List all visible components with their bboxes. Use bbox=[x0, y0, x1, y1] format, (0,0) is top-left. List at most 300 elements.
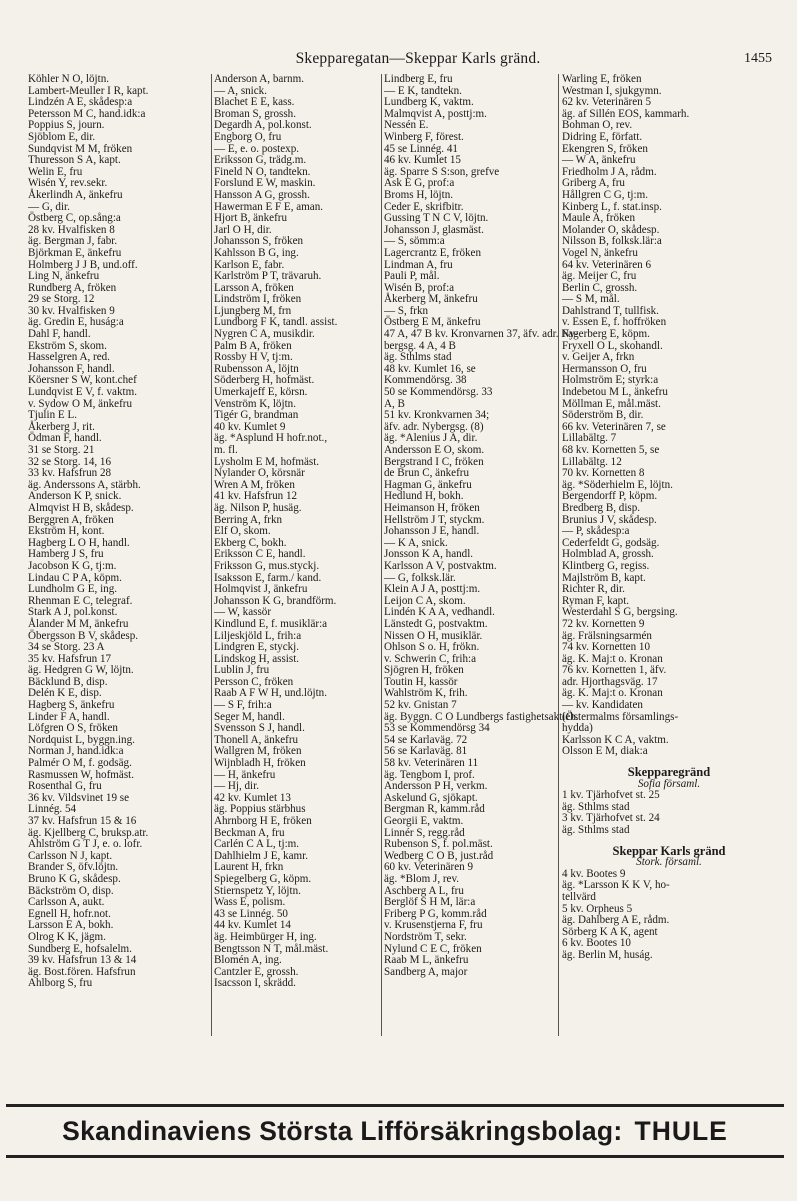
street-heading: Skeppar Karls gränd bbox=[612, 843, 726, 858]
directory-entry: Richter R, dir. bbox=[562, 583, 625, 596]
directory-entry: Pauli P, mål. bbox=[384, 270, 440, 283]
directory-entry: Johansson S, fröken bbox=[214, 235, 304, 248]
directory-entry: Lindberg E, fru bbox=[384, 73, 453, 85]
directory-entry: — E, e. o. postexp. bbox=[214, 142, 300, 155]
directory-entry: Dahl F, handl. bbox=[28, 328, 91, 341]
directory-entry: Hermansson O, fru bbox=[562, 362, 647, 375]
directory-entry: äg. Dahlberg A E, rådm. bbox=[562, 914, 670, 927]
directory-entry: 53 se Kommendörsg 34 bbox=[384, 722, 490, 735]
directory-entry: 39 kv. Hafsfrun 13 & 14 bbox=[28, 954, 137, 967]
directory-entry: Lindström I, fröken bbox=[214, 293, 302, 306]
directory-entry: Ask E G, prof:a bbox=[384, 177, 455, 190]
directory-entry: 29 se Storg. 12 bbox=[28, 293, 95, 306]
directory-entry: Georgii E, vaktm. bbox=[384, 815, 464, 827]
directory-entry: Jarl O H, dir. bbox=[214, 223, 272, 236]
directory-entry: Friksson G, mus.styckj. bbox=[214, 559, 320, 572]
directory-entry: Sundberg E, hofsalelm. bbox=[28, 942, 132, 955]
directory-entry: Rosenthal G, fru bbox=[28, 780, 102, 793]
directory-entry: Friberg P G, komm.råd bbox=[384, 907, 487, 920]
directory-entry: Östberg E M, änkefru bbox=[384, 316, 481, 329]
directory-entry: Sjögren H, fröken bbox=[384, 664, 464, 677]
directory-entry: (Östermalms församlings- bbox=[562, 710, 679, 723]
directory-entry: Wallgren M, fröken bbox=[214, 745, 302, 758]
directory-entry: äg. Berlin M, huság. bbox=[562, 948, 653, 961]
directory-entry: Kommendörsg. 38 bbox=[384, 374, 467, 387]
directory-entry: Bergendorff P, köpm. bbox=[562, 490, 658, 503]
directory-entry: 35 kv. Hafsfrun 17 bbox=[28, 652, 112, 665]
directory-entry: Lindzén A E, skådesp:a bbox=[28, 96, 133, 109]
directory-entry: Heimanson H, fröken bbox=[384, 501, 480, 514]
directory-entry: äg. Meijer C, fru bbox=[562, 270, 637, 283]
directory-entry: v. Schwerin C, frih:a bbox=[384, 652, 477, 665]
directory-entry: äg. Sthlms stad bbox=[562, 800, 630, 813]
directory-entry: Johansson J E, handl. bbox=[384, 525, 480, 538]
directory-entry: Berring A, frkn bbox=[214, 513, 283, 526]
directory-entry: Molander O, skådesp. bbox=[562, 223, 660, 236]
directory-entry: Bäckström O, disp. bbox=[28, 884, 114, 897]
directory-entry: Lysholm E M, hofmäst. bbox=[214, 455, 320, 468]
directory-entry: Laurent H, frkn bbox=[214, 861, 284, 874]
directory-entry: äg. Sthlms stad bbox=[562, 824, 630, 836]
directory-entry: äg. K. Maj:t o. Kronan bbox=[562, 652, 663, 665]
directory-entry: Johansson K G, brandförm. bbox=[214, 594, 337, 607]
directory-entry: Hellström J T, styckm. bbox=[384, 513, 485, 526]
directory-entry: — G, dir. bbox=[28, 200, 70, 213]
directory-entry: äg. Byggn. C O Lundbergs fastighetsaktieb. bbox=[384, 710, 579, 723]
directory-entry: Jacobson K G, tj:m. bbox=[28, 559, 117, 572]
directory-entry: äg. Anderssons A, stärbh. bbox=[28, 478, 141, 491]
banner-brand: THULE bbox=[634, 1115, 728, 1146]
directory-entry: Rubenson S, f. pol.mäst. bbox=[384, 838, 493, 851]
directory-entry: Palmér O M, f. godsäg. bbox=[28, 757, 132, 770]
directory-entry: Fryxell O L, skohandl. bbox=[562, 339, 663, 352]
directory-entry: äg. *Blom J, rev. bbox=[384, 872, 460, 885]
directory-entry: 4 kv. Bootes 9 bbox=[562, 867, 626, 880]
directory-entry: Nissen O H, musiklär. bbox=[384, 629, 483, 642]
directory-entry: Löfgren O S, fröken bbox=[28, 722, 118, 735]
directory-entry: 31 se Storg. 21 bbox=[28, 444, 95, 456]
parish-label: Stork. församl. bbox=[636, 856, 702, 869]
directory-entry: Toutin H, kassör bbox=[384, 675, 458, 688]
directory-entry: äg. Sparre S S:son, grefve bbox=[384, 165, 500, 178]
directory-entry: Lundborg F K, tandl. assist. bbox=[214, 316, 338, 329]
directory-entry: äg. Sthlms stad bbox=[384, 351, 452, 364]
directory-entry: — W A, änkefru bbox=[562, 154, 636, 167]
directory-column-1 bbox=[28, 74, 209, 990]
directory-entry: Björkman E, änkefru bbox=[28, 246, 122, 259]
directory-entry: Lindman A, fru bbox=[384, 258, 453, 271]
directory-entry: Brander S, öfv.löjtn. bbox=[28, 861, 119, 874]
directory-entry: Lindau C P A, köpm. bbox=[28, 571, 122, 584]
directory-entry: 62 kv. Veterinären 5 bbox=[562, 96, 652, 109]
directory-entry: A, B bbox=[384, 397, 405, 410]
directory-entry: Eriksson C E, handl. bbox=[214, 548, 306, 561]
directory-entry: Sörberg K A K, agent bbox=[562, 925, 658, 938]
directory-entry: 60 kv. Veterinären 9 bbox=[384, 861, 474, 874]
directory-entry: Venström K, löjtn. bbox=[214, 397, 296, 410]
directory-entry: Askelund G, sjökapt. bbox=[384, 791, 478, 804]
directory-entry: Dahlstrand T, tullfisk. bbox=[562, 304, 659, 317]
directory-entry: Nylund C E C, fröken bbox=[384, 942, 482, 955]
directory-entry: Holmström E; styrk:a bbox=[562, 374, 659, 387]
directory-entry: Cederfeldt G, godsäg. bbox=[562, 536, 660, 549]
directory-entry: 46 kv. Kumlet 15 bbox=[384, 154, 461, 167]
directory-entry: Degardh A, pol.konst. bbox=[214, 119, 312, 132]
directory-entry: — G, folksk.lär. bbox=[384, 571, 456, 584]
directory-entry: v. Sydow O M, änkefru bbox=[28, 397, 133, 410]
directory-entry: Lundholm G E, ing. bbox=[28, 583, 118, 596]
directory-entry: Ekberg C, bokh. bbox=[214, 536, 287, 549]
directory-entry: Ryman F, kapt. bbox=[562, 594, 630, 607]
directory-entry: Wisén B, prof:a bbox=[384, 281, 455, 294]
directory-entry: Linder F A, handl. bbox=[28, 710, 110, 723]
directory-entry: 40 kv. Kumlet 9 bbox=[214, 420, 286, 433]
directory-entry: — H, änkefru bbox=[214, 768, 276, 781]
directory-entry: m. fl. bbox=[214, 444, 238, 456]
directory-entry: Hamberg J S, fru bbox=[28, 548, 104, 561]
directory-entry: Hasselgren A, red. bbox=[28, 351, 110, 364]
directory-entry: Broms H, löjtn. bbox=[384, 188, 454, 201]
directory-entry: Rubensson A, löjtn bbox=[214, 362, 299, 375]
spacer bbox=[562, 837, 776, 843]
directory-entry: Ahlström G T J, e. o. lofr. bbox=[28, 838, 143, 851]
directory-entry: 72 kv. Kornetten 9 bbox=[562, 617, 645, 630]
directory-entry: Bredberg B, disp. bbox=[562, 501, 641, 514]
directory-entry: Wedberg C O B, just.råd bbox=[384, 849, 494, 862]
directory-entry: Nylander O, körsnär bbox=[214, 467, 305, 480]
directory-entry: 5 kv. Orpheus 5 bbox=[562, 902, 633, 915]
parish-label: Sofia församl. bbox=[637, 777, 701, 790]
directory-entry: äg. Frälsningsarmén bbox=[562, 629, 652, 642]
directory-entry: Linnér S, regg.råd bbox=[384, 826, 465, 839]
directory-entry: 33 kv. Hafsfrun 28 bbox=[28, 467, 112, 480]
directory-entry: 56 se Karlaväg. 81 bbox=[384, 745, 468, 758]
directory-entry: Aschberg A L, fru bbox=[384, 884, 464, 897]
directory-entry: 36 kv. Vildsvinet 19 se bbox=[28, 791, 130, 804]
directory-entry: Majlström B, kapt. bbox=[562, 571, 646, 584]
directory-entry: Ödman F, handl. bbox=[28, 432, 102, 445]
directory-entry: Hållgren C G, tj:m. bbox=[562, 188, 648, 201]
directory-entry: Lindgren E, styckj. bbox=[214, 641, 300, 654]
directory-entry: Fineld N O, tandtekn. bbox=[214, 165, 311, 178]
directory-entry: Köersner S W, kont.chef bbox=[28, 374, 137, 387]
directory-entry: Bohman O, rev. bbox=[562, 119, 633, 132]
directory-entry: 42 kv. Kumlet 13 bbox=[214, 791, 291, 804]
directory-entry: äg. Tengbom I, prof. bbox=[384, 768, 475, 781]
directory-entry: Ceder E, skrifbitr. bbox=[384, 200, 464, 213]
directory-entry: Hedlund H, bokh. bbox=[384, 490, 464, 503]
directory-entry: Wren A M, fröken bbox=[214, 478, 295, 491]
directory-entry: äg. Poppius stärbhus bbox=[214, 803, 306, 816]
directory-entry: Nilsson B, folksk.lär:a bbox=[562, 235, 662, 248]
directory-entry: Poppius S, journ. bbox=[28, 119, 105, 132]
directory-entry: Andersson E O, skom. bbox=[384, 444, 485, 456]
directory-entry: Hagberg S, änkefru bbox=[28, 699, 115, 712]
directory-entry: 52 kv. Gnistan 7 bbox=[384, 699, 457, 712]
directory-entry: adr. Hjorthagsväg. 17 bbox=[562, 675, 658, 688]
directory-entry: Cantzler E, grossh. bbox=[214, 965, 299, 978]
directory-entry: Rhenman E C, telegraf. bbox=[28, 594, 133, 607]
directory-entry: tellvärd bbox=[562, 890, 596, 903]
directory-entry: Thuresson S A, kapt. bbox=[28, 154, 121, 167]
directory-entry: Lindén K A A, vedhandl. bbox=[384, 606, 495, 619]
directory-entry: äg. Heimbürger H, ing. bbox=[214, 930, 317, 943]
directory-entry: Kahlsson B G, ing. bbox=[214, 246, 299, 259]
directory-entry: — P, skådesp:a bbox=[562, 525, 630, 538]
directory-entry: Jonsson K A, handl. bbox=[384, 548, 474, 561]
directory-entry: Åkerlindh A, änkefru bbox=[28, 188, 123, 201]
directory-entry: Norman J, hand.idk:a bbox=[28, 745, 124, 758]
spacer bbox=[562, 758, 776, 764]
directory-entry: Rossby H V, tj:m. bbox=[214, 351, 293, 364]
directory-entry: Spiegelberg G, köpm. bbox=[214, 872, 312, 885]
directory-entry: Griberg A, fru bbox=[562, 177, 625, 190]
directory-entry: Ålander M M, änkefru bbox=[28, 617, 129, 630]
directory-entry: Holmberg J J B, und.off. bbox=[28, 258, 138, 271]
directory-entry: äg. *Larsson K K V, ho- bbox=[562, 879, 670, 892]
page-title: Skepparegatan—Skeppar Karls gränd. bbox=[295, 50, 541, 67]
directory-entry: Lublin J, fru bbox=[214, 664, 270, 677]
directory-entry: — Hj, dir. bbox=[214, 780, 259, 793]
directory-entry: 44 kv. Kumlet 14 bbox=[214, 919, 291, 932]
directory-entry: Lambert-Meuller I R, kapt. bbox=[28, 84, 149, 97]
page-number: 1455 bbox=[744, 51, 772, 66]
directory-entry: 50 se Kommendörsg. 33 bbox=[384, 386, 493, 399]
directory-entry: 43 se Linnég. 50 bbox=[214, 907, 288, 920]
directory-entry: Tigér G, brandman bbox=[214, 409, 299, 422]
directory-entry: Kindlund E, f. musiklär:a bbox=[214, 617, 328, 630]
directory-entry: Welin E, fru bbox=[28, 165, 83, 178]
directory-entry: v. Essen E, f. hoffröken bbox=[562, 316, 667, 329]
directory-entry: Thonell A, änkefru bbox=[214, 733, 299, 746]
directory-entry: Berglöf S H M, lär:a bbox=[384, 896, 476, 909]
directory-entry: Bäcklund B, disp. bbox=[28, 675, 108, 688]
directory-entry: äg. Nilson P, husäg. bbox=[214, 501, 302, 514]
directory-entry: Anderson K P, snick. bbox=[28, 490, 122, 503]
directory-entry: Söderberg H, hofmäst. bbox=[214, 374, 315, 387]
directory-entry: Berggren A, fröken bbox=[28, 513, 114, 526]
directory-entry: Delén K E, disp. bbox=[28, 687, 102, 700]
directory-entry: 66 kv. Veterinären 7, se bbox=[562, 420, 666, 433]
directory-entry: Bengtsson N T, mål.mäst. bbox=[214, 942, 329, 955]
directory-entry: Lagercrantz E, fröken bbox=[384, 246, 482, 259]
directory-entry: Rasmussen W, hofmäst. bbox=[28, 768, 135, 781]
directory-entry: — S F, frih:a bbox=[214, 699, 272, 712]
directory-entry: Länstedt G, postvaktm. bbox=[384, 617, 488, 630]
directory-entry: — W, kassör bbox=[214, 606, 272, 619]
directory-entry: — kv. Kandidaten bbox=[562, 699, 643, 712]
directory-entry: Nessén E. bbox=[384, 119, 429, 132]
directory-entry: Hawerman E F E, aman. bbox=[214, 200, 324, 213]
directory-entry: Carlsson A, aukt. bbox=[28, 896, 105, 909]
directory-entry: Seger M, handl. bbox=[214, 710, 285, 723]
directory-entry: v. Geijer A, frkn bbox=[562, 351, 635, 364]
directory-entry: Brunius J V, skådesp. bbox=[562, 513, 657, 526]
directory-entry: Åkerberg J, rit. bbox=[28, 420, 95, 433]
directory-entry: Malmqvist A, posttj:m. bbox=[384, 107, 487, 120]
directory-entry: Ahlborg S, fru bbox=[28, 977, 93, 990]
directory-entry: Wahlström K, frih. bbox=[384, 687, 468, 700]
directory-entry: äg. *Alenius J A, dir. bbox=[384, 432, 478, 445]
directory-entry: Friedholm J A, rådm. bbox=[562, 165, 657, 178]
directory-entry: Rundberg A, fröken bbox=[28, 281, 117, 294]
directory-entry: Eriksson G, trädg.m. bbox=[214, 154, 307, 167]
directory-entry: Karlsson K C A, vaktm. bbox=[562, 733, 669, 746]
directory-entry: Östberg C, op.sång:a bbox=[28, 212, 121, 225]
directory-entry: Carlsson N J, kapt. bbox=[28, 849, 113, 862]
directory-entry: Hansson A G, grossh. bbox=[214, 188, 310, 201]
directory-entry: Möllman E, mål.mäst. bbox=[562, 397, 661, 410]
directory-entry: Nygren C A, musikdir. bbox=[214, 328, 315, 341]
directory-entry: Almqvist H B, skådesp. bbox=[28, 501, 134, 514]
directory-entry: Johansson J, glasmäst. bbox=[384, 223, 484, 236]
directory-entry: Umerkajeff E, körsn. bbox=[214, 386, 308, 399]
directory-entry: Petersson M C, hand.idk:a bbox=[28, 107, 146, 120]
directory-entry: Elf O, skom. bbox=[214, 525, 271, 538]
directory-entry: äg. Kjellberg C, bruksp.atr. bbox=[28, 826, 149, 839]
directory-entry: Klintberg G, regiss. bbox=[562, 559, 650, 572]
directory-entry: Anderson A, barnm. bbox=[214, 73, 304, 85]
directory-entry: 28 kv. Hvalfisken 8 bbox=[28, 223, 115, 236]
directory-entry: Persson C, fröken bbox=[214, 675, 294, 688]
directory-entry: Palm B A, fröken bbox=[214, 339, 292, 352]
directory-entry: Wisén Y, rev.sekr. bbox=[28, 177, 108, 190]
directory-entry: Beckman A, fru bbox=[214, 826, 285, 839]
directory-entry: Karlsson A V, postvaktm. bbox=[384, 559, 497, 572]
directory-entry: 48 kv. Kumlet 16, se bbox=[384, 362, 476, 375]
directory-entry: Larsson A, fröken bbox=[214, 281, 294, 294]
directory-entry: äg. *Söderhielm E, löjtn. bbox=[562, 478, 673, 491]
directory-entry: Sjöblom E, dir. bbox=[28, 130, 96, 143]
directory-entry: 3 kv. Tjärhofvet st. 24 bbox=[562, 812, 660, 825]
directory-entry: 6 kv. Bootes 10 bbox=[562, 937, 631, 950]
directory-entry: Hagberg L O H, handl. bbox=[28, 536, 130, 549]
directory-entry: Winberg F, förest. bbox=[384, 130, 464, 143]
directory-entry: Stark A J, pol.konst. bbox=[28, 606, 118, 619]
directory-entry: 64 kv. Veterinären 6 bbox=[562, 258, 652, 271]
directory-entry: äg. K. Maj:t o. Kronan bbox=[562, 687, 663, 700]
directory-entry: de Brun C, änkefru bbox=[384, 467, 470, 480]
directory-entry: — K A, snick. bbox=[384, 536, 448, 549]
directory-entry: 37 kv. Hafsfrun 15 & 16 bbox=[28, 815, 137, 827]
directory-entry: Kinberg L, f. stat.insp. bbox=[562, 200, 662, 213]
directory-entry: Dahlhielm J E, kamr. bbox=[214, 849, 308, 862]
directory-entry: Blomén A, ing. bbox=[214, 954, 282, 967]
directory-entry: Vogel N, änkefru bbox=[562, 246, 638, 259]
directory-entry: 68 kv. Kornetten 5, se bbox=[562, 444, 660, 456]
directory-entry: Olrog K K, jägm. bbox=[28, 930, 106, 943]
directory-entry: Sundqvist M M, fröken bbox=[28, 142, 133, 155]
directory-entry: — S M, mål. bbox=[562, 293, 620, 306]
directory-entry: Ekström H, kont. bbox=[28, 525, 105, 538]
directory-entry: Warling E, fröken bbox=[562, 73, 642, 85]
directory-entry: Wijnbladh H, fröken bbox=[214, 757, 306, 770]
directory-columns bbox=[28, 74, 776, 1074]
directory-entry: Broman S, grossh. bbox=[214, 107, 296, 120]
directory-entry: Wass E, polism. bbox=[214, 896, 286, 909]
directory-entry: Lindskog H, assist. bbox=[214, 652, 300, 665]
directory-entry: Egnell H, hofr.not. bbox=[28, 907, 111, 920]
directory-entry: 32 se Storg. 14, 16 bbox=[28, 455, 112, 468]
directory-entry: Indebetou M L, änkefru bbox=[562, 386, 668, 399]
directory-entry: Westerdahl S G, bergsing. bbox=[562, 606, 678, 619]
directory-entry: Lundberg K, vaktm. bbox=[384, 96, 474, 109]
directory-entry: Ling N, änkefru bbox=[28, 270, 100, 283]
directory-entry: Sandberg A, major bbox=[384, 965, 468, 978]
directory-entry: Lillabältg. 7 bbox=[562, 432, 617, 445]
directory-entry: Ljungberg M, frn bbox=[214, 304, 292, 317]
directory-entry: Nordquist L, byggn.ing. bbox=[28, 733, 135, 746]
directory-column-4 bbox=[562, 74, 776, 962]
directory-entry: 41 kv. Hafsfrun 12 bbox=[214, 490, 298, 503]
directory-entry: Ekengren S, fröken bbox=[562, 142, 648, 155]
directory-entry: Klein A J A, posttj:m. bbox=[384, 583, 481, 596]
directory-entry: Olsson E M, diak:a bbox=[562, 745, 648, 758]
directory-entry: äg. Bost.fören. Hafsfrun bbox=[28, 965, 136, 978]
directory-entry: Hjort B, änkefru bbox=[214, 212, 288, 225]
street-heading: Skepparegränd bbox=[627, 765, 711, 780]
directory-entry: äg. Gredin E, huság:a bbox=[28, 316, 124, 329]
banner-text: Skandinaviens Största Lifförsäkringsbolag: bbox=[62, 1115, 623, 1146]
directory-entry: bergsg. 4 A, 4 B bbox=[384, 339, 456, 352]
directory-entry: 45 se Linnég. 41 bbox=[384, 142, 458, 155]
directory-entry: 74 kv. Kornetten 10 bbox=[562, 641, 651, 654]
directory-entry: Andersson P H, verkm. bbox=[384, 780, 488, 793]
directory-entry: Stiernspetz Y, löjtn. bbox=[214, 884, 301, 897]
directory-entry: Holmqvist J, änkefru bbox=[214, 583, 308, 596]
directory-entry: Isacsson I, skrädd. bbox=[214, 977, 296, 990]
directory-entry: Forslund E W, maskin. bbox=[214, 177, 316, 190]
directory-entry: — A, snick. bbox=[214, 84, 268, 97]
directory-entry: 58 kv. Veterinären 11 bbox=[384, 757, 479, 770]
directory-entry: — S, sömm:a bbox=[384, 235, 445, 248]
directory-entry: 54 se Karlaväg. 72 bbox=[384, 733, 468, 746]
directory-entry: Raab A F W H, und.löjtn. bbox=[214, 687, 328, 700]
directory-entry: Raab M L, änkefru bbox=[384, 954, 469, 967]
directory-entry: — E K, tandtekn. bbox=[384, 84, 462, 97]
directory-entry: Maule A, fröken bbox=[562, 212, 636, 225]
directory-entry: Fagerberg E, köpm. bbox=[562, 328, 650, 341]
advertisement-banner bbox=[6, 1104, 784, 1158]
directory-entry: äg. af Sillén EOS, kammarh. bbox=[562, 107, 690, 120]
directory-entry: äg. *Asplund H hofr.not., bbox=[214, 432, 328, 445]
directory-entry: Engborg O, fru bbox=[214, 130, 282, 143]
directory-entry: 47 A, 47 B kv. Kronvarnen 37, äfv. adr. Ny- bbox=[384, 328, 579, 341]
directory-entry: Köhler N O, löjtn. bbox=[28, 73, 110, 85]
directory-entry: Nordström T, sekr. bbox=[384, 930, 467, 943]
directory-entry: 70 kv. Kornetten 8 bbox=[562, 467, 645, 480]
directory-entry: äg. Bergman J, fabr. bbox=[28, 235, 118, 248]
directory-entry: äg. Hedgren G W, löjtn. bbox=[28, 664, 134, 677]
directory-entry: Carlén C A L, tj:m. bbox=[214, 838, 300, 851]
directory-entry: Gussing T N C V, löjtn. bbox=[384, 212, 489, 225]
directory-entry: Lillabältg. 12 bbox=[562, 455, 622, 468]
directory-entry: hydda) bbox=[562, 722, 593, 735]
directory-entry: Lundqvist E V, f. vaktm. bbox=[28, 386, 137, 399]
directory-entry: Svensson S J, handl. bbox=[214, 722, 305, 735]
directory-entry: Westman I, sjukgymn. bbox=[562, 84, 662, 97]
directory-entry: Leijon C A, skom. bbox=[384, 594, 466, 607]
directory-entry: 34 se Storg. 23 A bbox=[28, 641, 105, 654]
page-header bbox=[28, 50, 776, 72]
directory-entry: Berlin C, grossh. bbox=[562, 281, 638, 294]
directory-entry: Tjulin E L. bbox=[28, 409, 77, 422]
directory-entry: Ekström S, skom. bbox=[28, 339, 107, 352]
directory-entry: 76 kv. Kornetten 1, äfv. bbox=[562, 664, 667, 677]
directory-entry: 1 kv. Tjärhofvet st. 25 bbox=[562, 789, 660, 802]
directory-entry: Öbergsson B V, skådesp. bbox=[28, 629, 139, 642]
directory-entry: Åkerberg M, änkefru bbox=[384, 293, 478, 306]
